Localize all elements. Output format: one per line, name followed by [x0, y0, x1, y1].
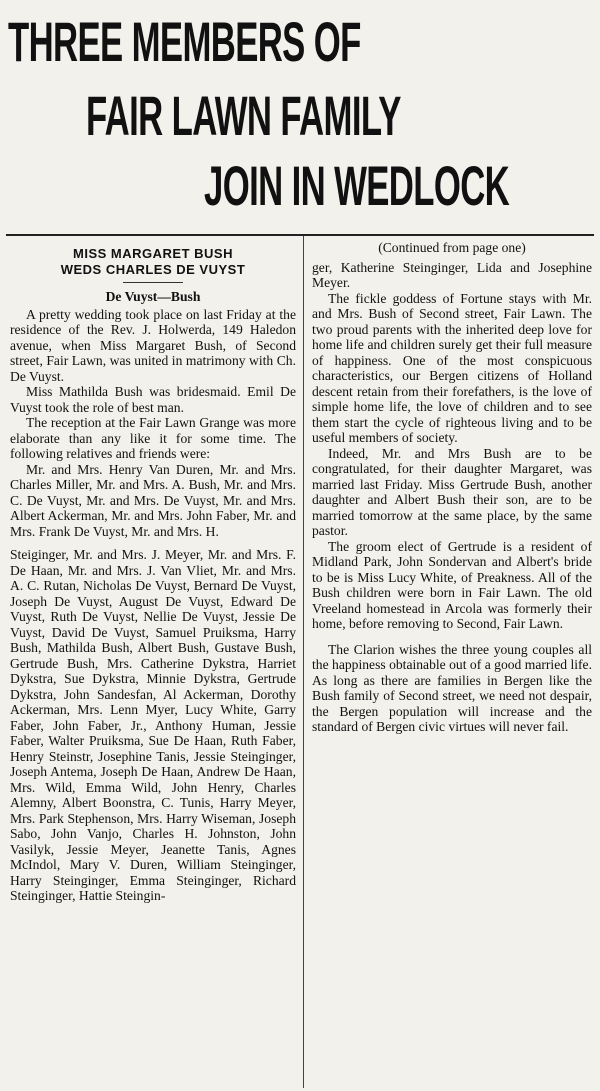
headline-line-1: THREE MEMBERS OF	[8, 10, 361, 73]
paragraph: The groom elect of Gertrude is a resident of Midland Park, John Sondervan and Albert's bride to be is Miss Lucy White, of Preakness. All of the Bush children were born in Fair Lawn. The old Vreeland homestead in Arcola was formerly their home, before removing to Second, Fair Lawn.	[312, 538, 592, 631]
paragraph: Miss Mathilda Bush was bridesmaid. Emil De Vuyst took the role of best man.	[10, 384, 296, 415]
continued-notice: (Continued from page one)	[378, 240, 526, 255]
paragraph: ger, Katherine Steinginger, Lida and Josephine Meyer.	[312, 259, 592, 290]
dateline: De Vuyst—Bush	[105, 289, 201, 304]
paragraph: A pretty wedding took place on last Friday at the residence of the Rev. J. Holwerda, 149 Haledon avenue, when Miss Margaret Bush, of Second street, Fair Lawn, was united in matrimony with Ch. De Vuyst.	[10, 306, 296, 384]
top-rule	[6, 234, 594, 236]
column-divider	[303, 236, 304, 1088]
paragraph: Indeed, Mr. and Mrs Bush are to be congratulated, for their daughter Margaret, was married last Friday. Miss Gertrude Bush, another daughter and Albert Bush their son, are to be married tomorrow at the same place, by the same pastor.	[312, 445, 592, 538]
guest-list-part-1: Mr. and Mrs. Henry Van Duren, Mr. and Mrs. Charles Miller, Mr. and Mrs. A. Bush, Mr. and Mrs. C. De Vuyst, Mr. and Mrs. De Vuyst, Mr. and Mrs. Albert Ackerman, Mr. and Mrs. John Faber, Mr. and Mrs. Frank De Vuyst, Mr. and Mrs. H.	[10, 461, 296, 539]
headline	[0, 0, 600, 232]
guest-list-part-2: Steiginger, Mr. and Mrs. J. Meyer, Mr. and Mrs. F. De Haan, Mr. and Mrs. J. Van Vliet, Mr. and Mrs. A. C. Rutan, Nicholas De Vuyst, Bernard De Vuyst, Joseph De Vuyst, August De Vuyst, Edward De Vuyst, Ruth De Vuyst, Nellie De Vuyst, Jessie De Vuyst, David De Vuyst, Samuel Pruiksma, Harry Bush, Mathilda Bush, Albert Bush, Gustave Bush, Gertrude Bush, Mrs. Catherine Dykstra, Harriet Dykstra, Sue Dykstra, Minnie Dykstra, Gertrude Dykstra, John Sandesfan, Al Ackerman, Dorothy Ackerman, Mrs. Lenn Myer, Lucy White, Garry Faber, John Faber, Jr., Anthony Human, Jessie Faber, Walter Pruiksma, Sue De Haan, Ruth Faber, Henry Steinstr, Josephine Tanis, Jessie Steinginger, Joseph Antema, Joseph De Haan, Andrew De Haan, Mrs. Wild, Emma Wild, John Henry, Charles Alemny, Albert Boonstra, C. Tunis, Harry Meyer, Mrs. Park Stephenson, Mrs. Harry Wiseman, Joseph Sabo, John Vanjo, Charles H. Johnston, John Vasilyk, Jessie Meyer, Jeanette Tanis, Agnes McIndol, Mary V. Duren, William Steinginger, Harry Steinginger, Emma Steinginger, Richard Steinginger, Hattie Steingin-	[10, 547, 296, 903]
paragraph: The reception at the Fair Lawn Grange was more elaborate than any like it for some time. The following relatives and friends were:	[10, 415, 296, 461]
right-column	[312, 240, 592, 735]
headline-line-3: JOIN IN WEDLOCK	[204, 154, 510, 217]
headline-line-2: FAIR LAWN FAMILY	[86, 84, 401, 147]
subheading-rule	[123, 282, 183, 283]
paragraph: The Clarion wishes the three young couples all the happiness obtainable out of a good married life. As long as there are families in Bergen like the Bush family of Second street, we need not despair, the Bergen population will increase and the standard of Bergen civic virtues will never fail.	[312, 641, 592, 734]
subheading-2: WEDS CHARLES DE VUYST	[60, 262, 246, 277]
paragraph: The fickle goddess of Fortune stays with Mr. and Mrs. Bush of Second street, Fair Lawn. The two proud parents with the inherited deep love for home life and children surely get their full measure of happiness. One of the most conspicuous characteristics, our Bergen citizens of Holland descent retain from their forefathers, is the love of simple home life, the love of children and to see them start the cycle of righteous living and to be useful members of society.	[312, 290, 592, 445]
subheading-1: MISS MARGARET BUSH	[73, 246, 233, 261]
left-column	[10, 246, 296, 904]
